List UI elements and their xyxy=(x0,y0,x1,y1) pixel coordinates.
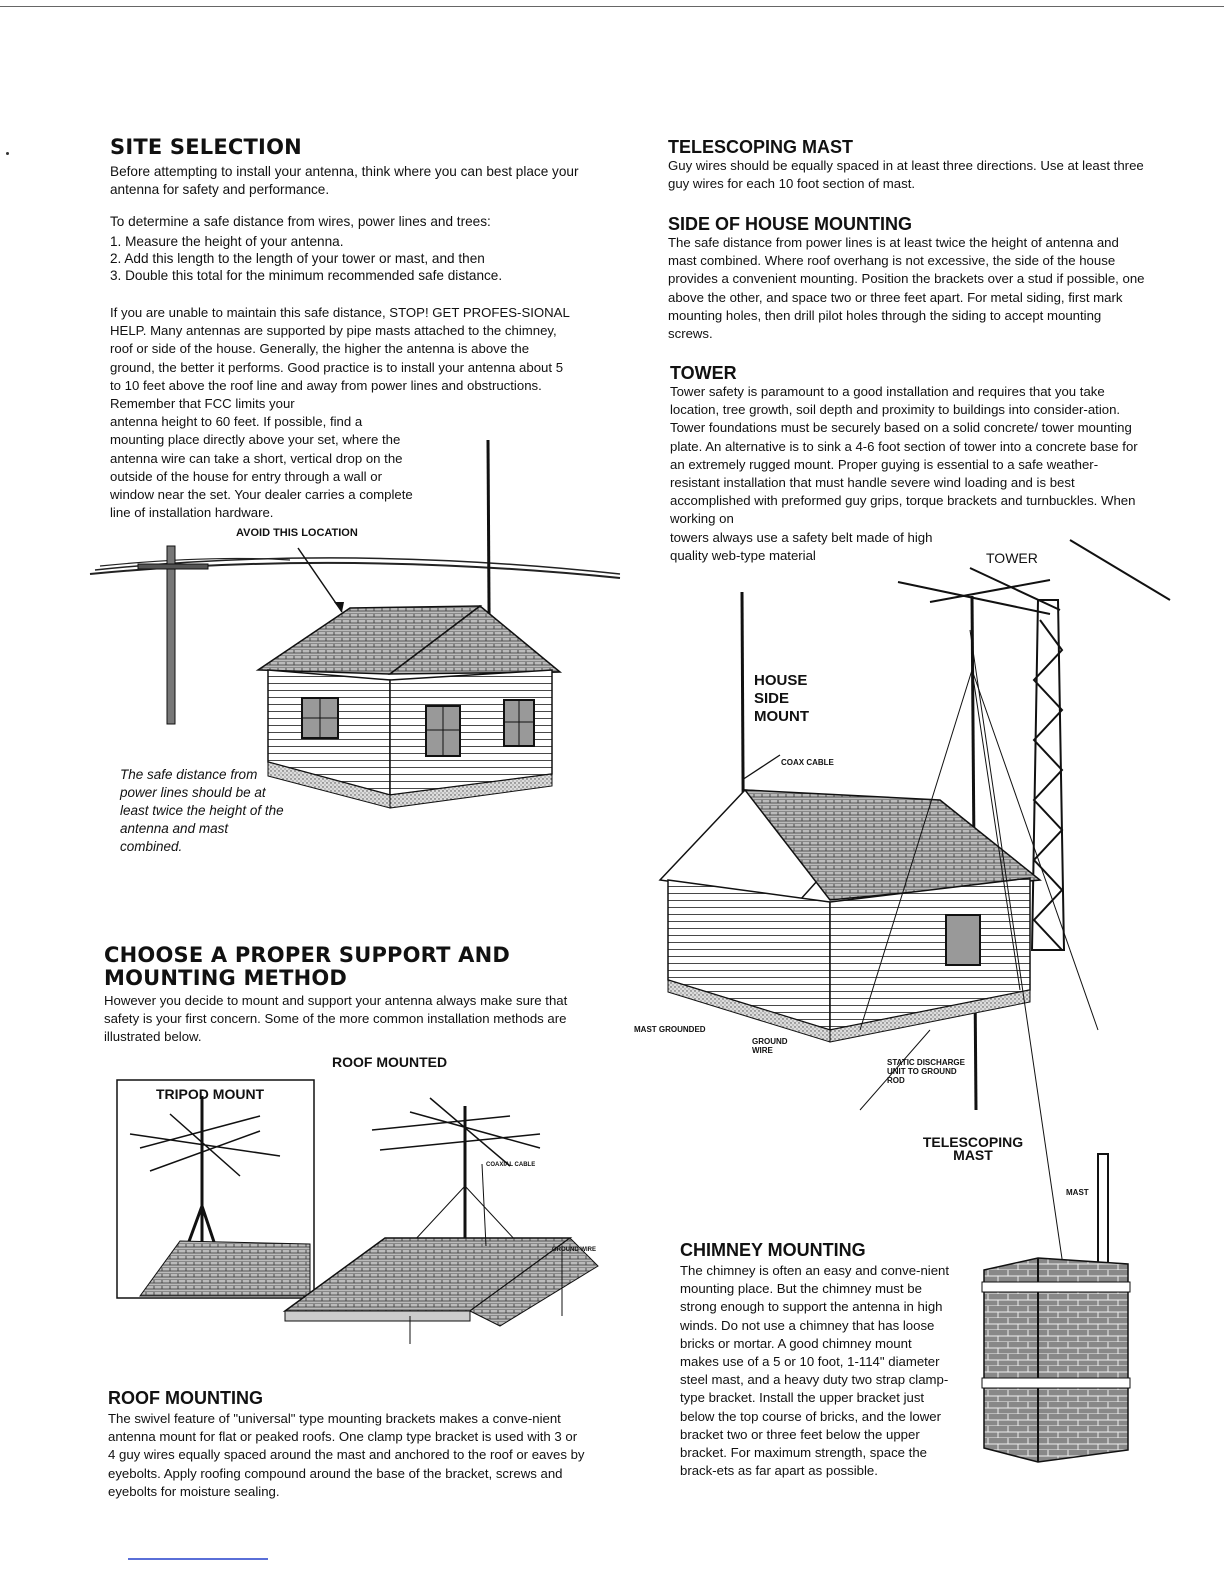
tripod-mount-label: TRIPOD MOUNT xyxy=(156,1086,265,1102)
mast-grounded-label: MAST GROUNDED xyxy=(634,1025,706,1034)
step-item: 1. Measure the height of your antenna. xyxy=(110,234,344,249)
step-item: 3. Double this total for the minimum recommended safe distance. xyxy=(110,268,503,283)
bottom-rule xyxy=(128,1558,268,1560)
ground-wire-label-tower: GROUND WIRE xyxy=(752,1037,788,1055)
choose-support-section xyxy=(104,944,584,1047)
tower-text-narrow: towers always use a safety belt made of high quality web-type material xyxy=(670,529,933,563)
choose-support-heading: CHOOSE A PROPER SUPPORT AND MOUNTING METHOD xyxy=(104,943,510,990)
side-of-house-heading: SIDE OF HOUSE MOUNTING xyxy=(668,214,913,234)
roof-mounting-text: The swivel feature of "universal" type mounting brackets makes a conve-nient antenna mount for flat or peaked roofs. One clamp type bracket is used with 3 or 4 guy wires equally spaced around the mast and anchored to the roof or eaves by eyebolts. Apply roofing compound around the base of the bracket, screws and eyebolts for moisture sealing. xyxy=(108,1411,585,1499)
site-selection-determine: To determine a safe distance from wires, power lines and trees: xyxy=(110,214,491,229)
telescoping-mast-text: Guy wires should be equally spaced in at least three directions. Use at least three guy wires for each 10 foot section of mast. xyxy=(668,158,1144,192)
site-selection-paragraph-narrow: antenna height to 60 feet. If possible, find a mounting place directly above your set, where the antenna wire can take a short, vertical drop on the outside of the house for entry through a wall or window near the set. Your dealer carries a complete line of installation hardware. xyxy=(110,414,413,521)
tower-text: Tower safety is paramount to a good installation and requires that you take location, tree growth, soil depth and proximity to buildings into consider-ation. Tower foundations must be securely based on a solid concrete/ tower mounting plate. An alternative is to sink a 4-6 foot section of tower into a concrete base for an extremely rugged mount. Proper guying is essential to a safe weather-resistant installation that must handle severe wind loading and is best accomplished with preformed guy grips, torque brackets and turnbuckles. When working on xyxy=(670,384,1138,527)
coax-cable-label: COAX CABLE xyxy=(781,758,834,767)
chimney-text: The chimney is often an easy and conve-nient mounting place. But the chimney must be strong enough to support the antenna in high winds. Do not use a chimney that has loose bricks or mortar. A good chimney mount makes use of a 5 or 10 foot, 1-114" diameter steel mast, and a heavy duty two strap clamp-type bracket. Install the upper bracket just below the top course of bricks, and the lower bracket two or three feet below the upper bracket. For maximum strength, space the brack-ets as far apart as possible. xyxy=(680,1263,950,1479)
chimney-heading: CHIMNEY MOUNTING xyxy=(680,1240,866,1260)
telescoping-mast-heading: TELESCOPING MAST xyxy=(668,137,854,157)
house-side-mount-label: HOUSE SIDE MOUNT xyxy=(754,672,809,725)
telescoping-mast-section xyxy=(668,137,1146,193)
ground-wire-label: GROUND WIRE xyxy=(552,1247,596,1253)
step-item: 2. Add this length to the length of your tower or mast, and then xyxy=(110,251,485,266)
site-selection-section xyxy=(110,136,580,522)
roof-mounting-heading: ROOF MOUNTING xyxy=(108,1388,263,1408)
roof-mounting-section xyxy=(108,1388,586,1501)
avoid-location-label: AVOID THIS LOCATION xyxy=(236,527,358,539)
tower-heading: TOWER xyxy=(670,363,737,383)
static-discharge-label: STATIC DISCHARGE UNIT TO GROUND ROD xyxy=(887,1058,965,1085)
site-selection-paragraph: If you are unable to maintain this safe distance, STOP! GET PROFES-SIONAL HELP. Many antennas are supported by pipe masts attached to the chimney, roof or side of the house. Generally, the higher the antenna is above the ground, the better it performs. Good practice is to install your antenna about 5 to 10 feet above the roof line and away from power lines and obstructions. Remember that FCC limits your xyxy=(110,305,570,412)
chimney-illustration xyxy=(978,1150,1148,1470)
scan-speck xyxy=(6,152,9,155)
site-selection-intro: Before attempting to install your antenna, think where you can best place your antenna for safety and performance. xyxy=(110,164,579,197)
tower-house-illustration xyxy=(630,530,1190,1090)
coaxial-cable-label: COAXIAL CABLE xyxy=(486,1162,536,1168)
site-selection-heading: SITE SELECTION xyxy=(110,135,302,159)
chimney-section xyxy=(680,1240,952,1480)
tower-label: TOWER xyxy=(986,550,1038,566)
mast-label: MAST xyxy=(1066,1188,1089,1197)
safe-distance-steps xyxy=(110,233,580,284)
telescoping-mast-label: TELESCOPING MAST xyxy=(922,1134,1024,1163)
safe-distance-caption: The safe distance from power lines should be at least twice the height of the antenna and mast combined. xyxy=(120,767,284,854)
roof-mount-illustration xyxy=(110,1076,610,1346)
top-rule xyxy=(0,6,1224,7)
roof-mounted-label: ROOF MOUNTED xyxy=(332,1054,448,1070)
choose-support-text: However you decide to mount and support your antenna always make sure that safety is your first concern. Some of the more common installation methods are illustrated below. xyxy=(104,993,568,1045)
side-of-house-section xyxy=(668,214,1146,343)
side-of-house-text: The safe distance from power lines is at least twice the height of antenna and mast combined. Where roof overhang is not excessive, the side of the house provides a convenient mounting. Position the brackets over a stud if possible, one above the other, and space two or three feet apart. For metal siding, first mark mounting holes, then drill pilot holes through the siding to accept mounting screws. xyxy=(668,235,1145,342)
